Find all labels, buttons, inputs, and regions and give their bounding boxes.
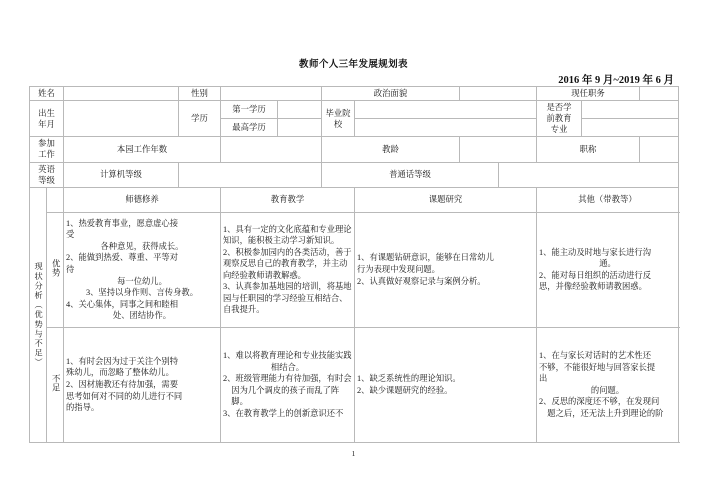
cell-line: 思，并像经验教师请教困惑。	[539, 282, 647, 292]
analysis-row-weaknesses	[30, 327, 679, 442]
cell-line: 行为表现中发现问题。	[357, 264, 440, 274]
cell-line: 每一位幼儿。	[117, 276, 167, 286]
label-birth-date-line1: 出生	[38, 108, 55, 118]
table-row-basic-2a	[30, 101, 679, 119]
analysis-row-label-weaknesses-text: 不足	[51, 374, 61, 393]
label-preschool-major-line3: 专业	[550, 125, 568, 135]
cell-line: 因为几个调皮的孩子而乱了阵	[231, 385, 340, 395]
cell-line: 出	[539, 374, 548, 384]
field-mandarin-level-value[interactable]	[499, 162, 679, 187]
label-english-level-line1: 英语	[38, 164, 55, 174]
label-birth-date-line2: 年月	[38, 119, 55, 129]
cell-line: 殊幼儿，而忽略了整体幼儿。	[66, 368, 174, 378]
analysis-row-label-strengths-text: 优势	[51, 259, 61, 278]
cell-line: 2、班级管理能力有待加强，有时会	[223, 374, 352, 384]
cell-text-strengths-research	[357, 252, 534, 286]
analysis-cell-weaknesses-teaching[interactable]	[221, 327, 355, 442]
label-graduate-school	[322, 101, 355, 137]
analysis-section-label	[30, 187, 47, 442]
label-start-work-line1: 参加	[38, 139, 55, 149]
cell-line: 不够，不能很好地与回答家长提	[539, 362, 656, 372]
cell-line: 4、关心集体，同事之间和睦相	[66, 299, 179, 309]
cell-text-strengths-other	[539, 247, 676, 293]
field-years-in-kindergarten-value[interactable]	[221, 137, 322, 162]
analysis-cell-strengths-ethics[interactable]	[64, 212, 221, 327]
analysis-section-label-text: 现状分析（优势与不足）	[34, 261, 44, 368]
analysis-column-header-0: 师德修养	[64, 187, 221, 212]
field-preschool-major-value-2[interactable]	[582, 119, 679, 137]
cell-text-strengths-teaching	[223, 224, 352, 316]
field-professional-title-value[interactable]	[640, 137, 679, 162]
label-graduate-school-line1: 毕业院	[325, 108, 351, 118]
cell-line: 受	[66, 230, 75, 240]
analysis-header-spacer	[47, 187, 64, 212]
label-political-status: 政治面貌	[322, 87, 460, 101]
cell-line: 题之后，还无法上升到理论的阶	[547, 408, 664, 418]
analysis-cell-strengths-teaching[interactable]	[221, 212, 355, 327]
label-highest-degree: 最高学历	[221, 119, 278, 137]
analysis-column-header-3: 其他（带教等）	[537, 187, 679, 212]
teacher-development-plan-table	[29, 86, 679, 443]
cell-line: 2、缺少课题研究的经验。	[357, 385, 453, 395]
page-title: 教师个人三年发展规划表	[299, 60, 408, 70]
cell-line: 的问题。	[590, 385, 625, 395]
analysis-cell-weaknesses-other[interactable]	[537, 327, 679, 442]
table-row-basic-3	[30, 137, 679, 162]
cell-line: 通。	[599, 259, 616, 269]
analysis-column-header-1: 教育教学	[221, 187, 355, 212]
field-first-degree-value[interactable]	[278, 101, 322, 119]
label-education: 学历	[179, 101, 221, 137]
cell-line: 2、能对每日组织的活动进行反	[539, 270, 652, 280]
label-birth-date	[30, 101, 64, 137]
cell-line: 脚。	[231, 397, 248, 407]
label-start-work	[30, 137, 64, 162]
cell-line: 知识，能积极主动学习新知识。	[223, 236, 340, 246]
analysis-column-header-2: 课题研究	[355, 187, 537, 212]
field-preschool-major-value-1[interactable]	[582, 101, 679, 119]
date-range: 2016 年 9 月~2019 年 6 月	[558, 75, 674, 86]
field-name-value[interactable]	[64, 87, 179, 101]
field-computer-level-value[interactable]	[179, 162, 322, 187]
label-first-degree: 第一学历	[221, 101, 278, 119]
label-gender: 性别	[179, 87, 221, 101]
label-english-level-line2: 等级	[38, 175, 55, 185]
cell-line: 1、有时会因为过于关注个别特	[66, 356, 179, 366]
cell-line: 园与任职园的学习经验互相结合、	[223, 293, 348, 303]
cell-line: 2、反思的深度还不够，在发现问	[539, 397, 660, 407]
table-row-basic-4	[30, 162, 679, 187]
label-preschool-major-line1: 是否学	[546, 103, 572, 113]
cell-line: 1、有课题钻研意识，能够在日常幼儿	[357, 253, 494, 263]
cell-line: 1、热爱教育事业，愿意虚心接	[66, 218, 179, 228]
cell-line: 的指导。	[66, 403, 100, 413]
analysis-cell-strengths-research[interactable]	[355, 212, 537, 327]
label-current-position: 现任职务	[537, 87, 640, 101]
field-highest-degree-value[interactable]	[278, 119, 322, 137]
cell-text-weaknesses-other	[539, 350, 676, 419]
label-preschool-major	[537, 101, 582, 137]
cell-line: 2、能做到热爱、尊重、平等对	[66, 253, 179, 263]
cell-line: 向经验教师请教解惑。	[223, 270, 306, 280]
analysis-cell-strengths-other[interactable]	[537, 212, 679, 327]
analysis-cell-weaknesses-research[interactable]	[355, 327, 537, 442]
label-start-work-line2: 工作	[38, 150, 55, 160]
cell-line: 思考如何对不同的幼儿进行不同	[66, 391, 183, 401]
analysis-header-row	[30, 187, 679, 212]
field-graduate-school-value-2[interactable]	[355, 119, 537, 137]
cell-line: 自我提升。	[223, 305, 265, 315]
cell-line: 3、认真参加基地园的培训，将基地	[223, 282, 352, 292]
cell-line: 2、认真做好观察记录与案例分析。	[357, 276, 486, 286]
label-graduate-school-line2: 校	[333, 119, 343, 129]
cell-line: 1、在与家长对话时的艺术性还	[539, 351, 652, 361]
label-computer-level: 计算机等级	[64, 162, 179, 187]
cell-line: 相结合。	[270, 362, 305, 372]
field-political-status-value[interactable]	[460, 87, 537, 101]
cell-line: 3、在教育教学上的创新意识还不	[223, 408, 344, 418]
cell-text-weaknesses-teaching	[223, 350, 352, 419]
field-teaching-age-value[interactable]	[460, 137, 537, 162]
page-number: 1	[351, 449, 356, 458]
cell-line: 1、具有一定的文化底蕴和专业理论	[223, 224, 352, 234]
label-name: 姓名	[30, 87, 64, 101]
cell-line: 1、缺乏系统性的理论知识。	[357, 374, 461, 384]
label-mandarin-level: 普通话等级	[322, 162, 499, 187]
label-english-level	[30, 162, 64, 187]
cell-line: 2、积极参加园内的各类活动，善于	[223, 247, 352, 257]
cell-line: 待	[66, 264, 75, 274]
cell-text-weaknesses-research	[357, 373, 534, 396]
label-preschool-major-line2: 前教育	[546, 114, 572, 124]
field-current-position-value[interactable]	[640, 87, 679, 101]
cell-line: 1、能主动及时地与家长进行沟	[539, 247, 652, 257]
cell-line: 2、因材施教还有待加强，需要	[66, 379, 179, 389]
cell-text-strengths-ethics	[66, 218, 218, 321]
table-row-basic-1	[30, 87, 679, 101]
cell-line: 1、难以将教育理论和专业技能实践	[223, 351, 352, 361]
analysis-row-label-strengths	[47, 212, 64, 327]
label-years-in-kindergarten: 本园工作年数	[64, 137, 221, 162]
field-gender-value[interactable]	[221, 87, 322, 101]
analysis-cell-weaknesses-ethics[interactable]	[64, 327, 221, 442]
label-teaching-age: 教龄	[322, 137, 460, 162]
label-professional-title: 职称	[537, 137, 640, 162]
field-graduate-school-value-1[interactable]	[355, 101, 537, 119]
cell-text-weaknesses-ethics	[66, 356, 218, 413]
analysis-row-label-weaknesses	[47, 327, 64, 442]
field-birth-date-value[interactable]	[64, 101, 179, 137]
cell-line: 观察反思自己的教育教学，并主动	[223, 259, 348, 269]
cell-line: 处、团结协作。	[112, 311, 172, 321]
cell-line: 3、坚持以身作则、言传身教。	[85, 288, 198, 298]
cell-line: 各种意见，获得成长。	[100, 241, 184, 251]
analysis-row-strengths	[30, 212, 679, 327]
